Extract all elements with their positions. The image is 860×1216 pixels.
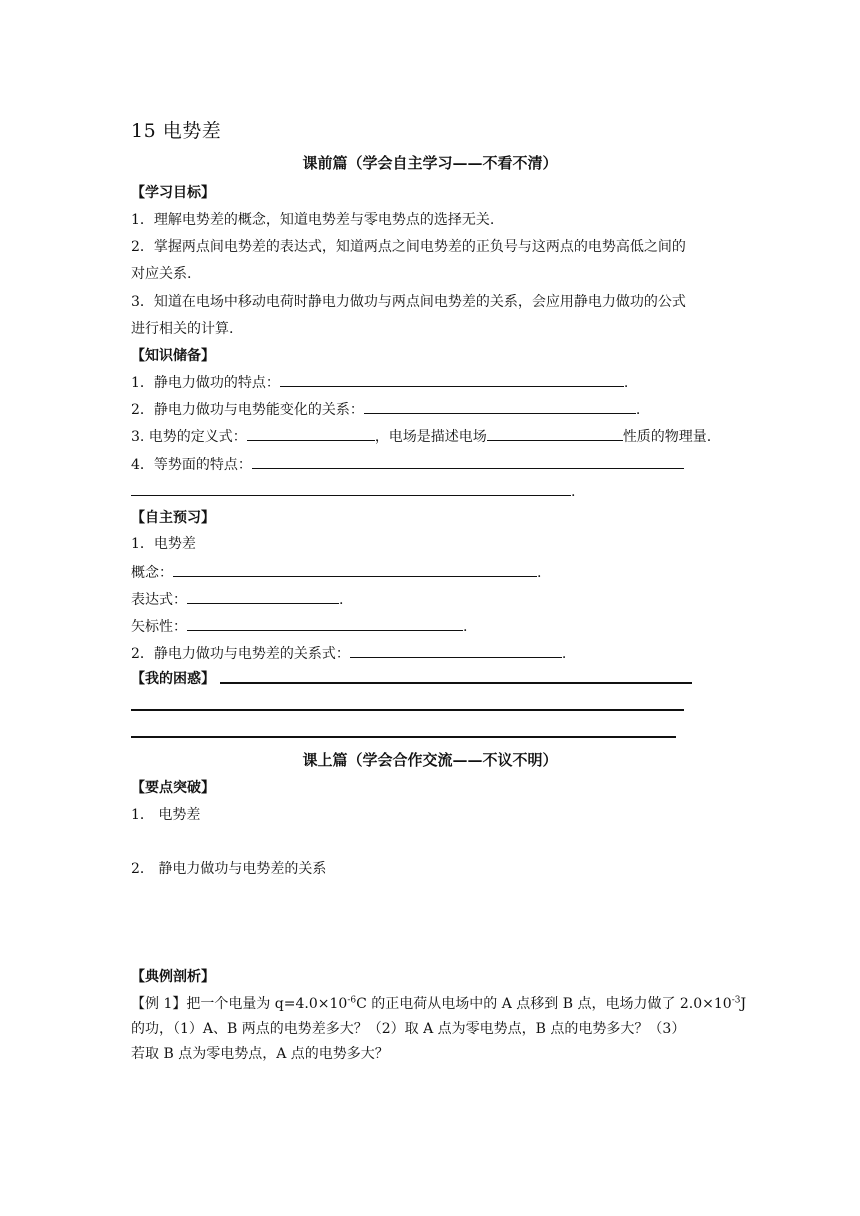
in-class-heading: 课上篇（学会合作交流——不议不明） xyxy=(302,751,558,769)
preview-concept xyxy=(131,561,541,582)
answer-blank[interactable] xyxy=(350,642,562,658)
concept-label: 概念： xyxy=(131,565,173,581)
objective-3-line-1: 3．知道在电场中移动电荷时静电力做功与两点间电势差的关系，会应用静电力做功的公式 xyxy=(131,294,686,310)
objectives-label: 【学习目标】 xyxy=(131,185,215,201)
knowledge-q2-text: 2．静电力做功与电势能变化的关系： xyxy=(131,402,364,418)
objective-2-line-2: 对应关系. xyxy=(131,266,192,282)
exponent: -3 xyxy=(731,995,741,1006)
knowledge-q4-text: 4．等势面的特点： xyxy=(131,457,252,473)
answer-blank[interactable] xyxy=(187,588,339,604)
knowledge-q1-text: 1．静电力做功的特点： xyxy=(131,375,280,391)
preview-expression xyxy=(131,588,343,609)
knowledge-q2 xyxy=(131,398,640,419)
period: . xyxy=(537,565,542,581)
confusion-line-2[interactable] xyxy=(131,709,684,711)
objective-2-line-1: 2．掌握两点间电势差的表达式，知道两点之间电势差的正负号与这两点的电势高低之间的 xyxy=(131,239,686,255)
example-1-text-a2: C 的正电荷从电场中的 A 点移到 B 点，电场力做了 2.0×10 xyxy=(356,996,732,1012)
knowledge-q4 xyxy=(131,453,684,474)
examples-label: 【典例剖析】 xyxy=(131,969,215,985)
period: . xyxy=(561,646,567,662)
example-1-text-a1: 把一个电量为 q=4.0×10 xyxy=(186,996,348,1012)
page-title: 15 电势差 xyxy=(131,120,222,142)
preview-vector xyxy=(131,615,467,636)
vector-label: 矢标性： xyxy=(131,619,187,635)
exponent: -6 xyxy=(347,995,357,1006)
knowledge-q1 xyxy=(131,371,628,392)
example-1-line-2: 的功，（1）A、B 两点的电势差多大？（2）取 A 点为零电势点，B 点的电势多大？（3） xyxy=(131,1021,686,1037)
period: . xyxy=(339,592,344,608)
key-point-1: 1． 电势差 xyxy=(131,807,201,823)
answer-blank[interactable] xyxy=(364,398,636,414)
knowledge-q3-text-c: 性质的物理量. xyxy=(622,429,712,445)
knowledge-label: 【知识储备】 xyxy=(131,348,215,364)
period: . xyxy=(635,402,641,418)
confusion-line-1[interactable] xyxy=(220,682,692,684)
knowledge-q3 xyxy=(131,425,711,446)
example-1-text-a3: J xyxy=(740,996,747,1012)
knowledge-q3-text-a: 3. 电势的定义式： xyxy=(131,429,247,445)
answer-blank[interactable] xyxy=(280,371,624,387)
knowledge-q4-continued xyxy=(131,480,575,500)
answer-blank[interactable] xyxy=(173,561,537,577)
example-1-line-3: 若取 B 点为零电势点，A 点的电势多大？ xyxy=(131,1046,389,1062)
objective-1: 1．理解电势差的概念，知道电势差与零电势点的选择无关. xyxy=(131,212,495,228)
preview-label: 【自主预习】 xyxy=(131,510,215,526)
key-point-2: 2． 静电力做功与电势差的关系 xyxy=(131,861,327,877)
preview-item-1: 1．电势差 xyxy=(131,536,196,552)
answer-blank[interactable] xyxy=(252,453,684,469)
confusion-line-3[interactable] xyxy=(131,736,676,738)
answer-blank[interactable] xyxy=(487,425,623,441)
period: . xyxy=(623,375,629,391)
period: . xyxy=(571,484,576,500)
confusion-label: 【我的困惑】 xyxy=(131,671,215,687)
preview-item-2-text: 2．静电力做功与电势差的关系式： xyxy=(131,646,350,662)
example-1-line-1 xyxy=(131,993,746,1013)
answer-blank[interactable] xyxy=(187,615,463,631)
example-1-tag: 【例 1】 xyxy=(131,996,187,1012)
knowledge-q3-text-b: ，电场是描述电场 xyxy=(374,429,487,445)
pre-class-heading: 课前篇（学会自主学习——不看不清） xyxy=(302,154,558,172)
preview-item-2 xyxy=(131,642,566,663)
answer-blank[interactable] xyxy=(247,425,375,441)
objective-3-line-2: 进行相关的计算. xyxy=(131,321,234,337)
expression-label: 表达式： xyxy=(131,592,187,608)
period: . xyxy=(463,619,468,635)
answer-blank[interactable] xyxy=(131,480,571,496)
key-points-label: 【要点突破】 xyxy=(131,780,215,796)
